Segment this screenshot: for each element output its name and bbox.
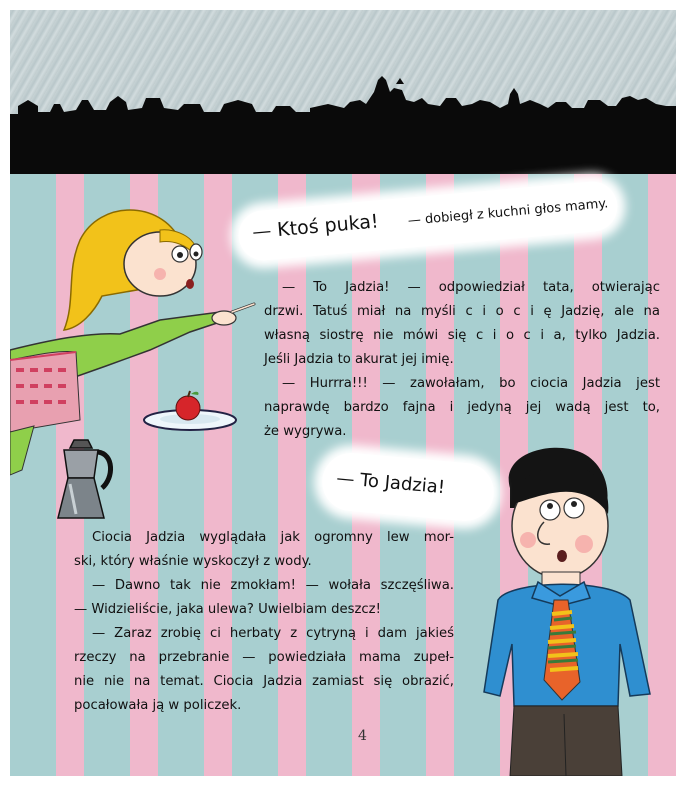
city-skyline-silhouette (10, 70, 676, 174)
paragraph-bottom (74, 526, 454, 718)
coffee-pot-illustration (48, 438, 124, 524)
bubble-narration-text: — dobiegł z kuchni głos mamy. (407, 196, 609, 229)
speech-bubble-mom (237, 180, 620, 263)
text-line: drzwi. Tatuś miał na myśli c i o c i ę Jadzię, ale na (264, 304, 660, 319)
page-number: 4 (358, 728, 367, 744)
text-line: — Zaraz zrobię ci herbaty z cytryną i dam jakieś (92, 626, 454, 641)
storybook-page (10, 10, 676, 776)
text-line: że wygrywa. (264, 424, 347, 439)
text-line: naprawdę bardzo fajna i jedyną jej wadą jest to, (264, 400, 660, 415)
man-illustration (480, 444, 670, 776)
text-line: rzeczy na przebranie — powiedziała mama zupeł- (74, 650, 454, 665)
bubble-shout-text: — Ktoś puka! (251, 210, 380, 244)
text-line: Ciocia Jadzia wyglądała jak ogromny lew mor- (92, 530, 454, 545)
speech-bubble-dad (320, 451, 496, 524)
text-line: ski, który właśnie wyskoczył z wody. (74, 554, 312, 569)
text-line: własną siostrę nie mówi się c i o c i a, tylko Jadzia. (264, 328, 660, 343)
text-line: nie nie na temat. Ciocia Jadzia zamiast się obrazić, (74, 674, 454, 689)
bubble-shout-text: — To Jadzia! (335, 467, 446, 499)
text-line: — Hurrra!!! — zawołałam, bo ciocia Jadzia jest (282, 376, 660, 391)
text-line: — Widzieliście, jaka ulewa? Uwielbiam deszcz! (74, 602, 381, 617)
paragraph-top (264, 276, 660, 444)
text-line: Jeśli Jadzia to akurat jej imię. (264, 352, 454, 367)
text-line: pocałowała ją w policzek. (74, 698, 242, 713)
apple-plate-illustration (140, 388, 240, 434)
text-line: — Dawno tak nie zmokłam! — wołała szczęśliwa. (92, 578, 454, 593)
text-line: — To Jadzia! — odpowiedział tata, otwierając (282, 280, 660, 295)
